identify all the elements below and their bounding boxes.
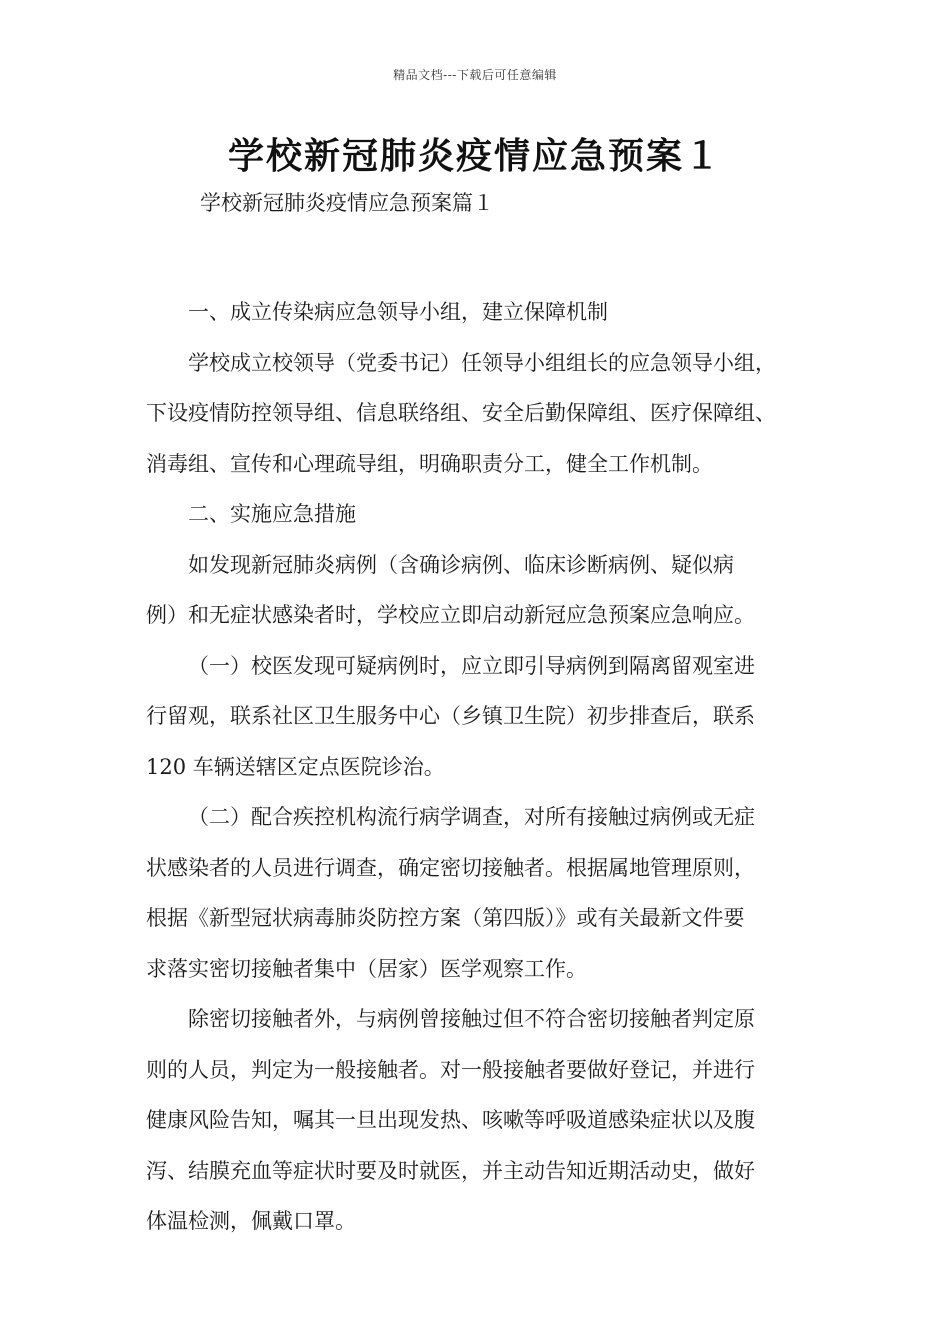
section-heading-2: 二、实施应急措施 — [188, 502, 356, 526]
paragraph-5-line: 体温检测，佩戴口罩。 — [146, 1209, 356, 1233]
paragraph-2-line: 如发现新冠肺炎病例（含确诊病例、临床诊断病例、疑似病 — [188, 552, 734, 577]
paragraph-5-line: 泻、结膜充血等症状时要及时就医，并主动告知近期活动史，做好 — [146, 1158, 755, 1183]
paragraph-4-line: 求落实密切接触者集中（居家）医学观察工作。 — [146, 956, 587, 981]
section-heading-1: 一、成立传染病应急领导小组，建立保障机制 — [188, 300, 608, 324]
paragraph-3-line: 行留观，联系社区卫生服务中心（乡镇卫生院）初步排查后，联系 — [146, 704, 755, 728]
paragraph-4-line: 根据《新型冠状病毒肺炎防控方案（第四版）》或有关最新文件要 — [146, 906, 745, 930]
paragraph-3-line: （一）校医发现可疑病例时，应立即引导病例到隔离留观室进 — [188, 653, 755, 678]
paragraph-1-line: 下设疫情防控领导组、信息联络组、安全后勤保障组、医疗保障组、 — [146, 401, 776, 425]
paragraph-4-line: 状感染者的人员进行调查，确定密切接触者。根据属地管理原则， — [146, 855, 755, 880]
document-title: 学校新冠肺炎疫情应急预案１ — [227, 136, 722, 177]
paragraph-5-line: 则的人员，判定为一般接触者。对一般接触者要做好登记，并进行 — [146, 1057, 755, 1082]
header-note: 精品文档---下载后可任意编辑 — [393, 68, 557, 82]
section-1 — [146, 287, 836, 1247]
paragraph-1-line: 学校成立校领导（党委书记）任领导小组组长的应急领导小组， — [188, 350, 776, 375]
paragraph-5-line: 健康风险告知，嘱其一旦出现发热、咳嗽等呼吸道感染症状以及腹 — [146, 1108, 755, 1132]
paragraph-2-line: 例）和无症状感染者时，学校应立即启动新冠应急预案应急响应。 — [146, 603, 755, 627]
document-subtitle: 学校新冠肺炎疫情应急预案篇１ — [200, 191, 494, 215]
paragraph-4-line: （二）配合疾控机构流行病学调查，对所有接触过病例或无症 — [188, 805, 755, 829]
paragraph-3-line: 120 车辆送辖区定点医院诊治。 — [146, 754, 445, 779]
paragraph-1-line: 消毒组、宣传和心理疏导组，明确职责分工，健全工作机制。 — [146, 451, 713, 476]
paragraph-5-line: 除密切接触者外，与病例曾接触过但不符合密切接触者判定原 — [188, 1007, 755, 1031]
